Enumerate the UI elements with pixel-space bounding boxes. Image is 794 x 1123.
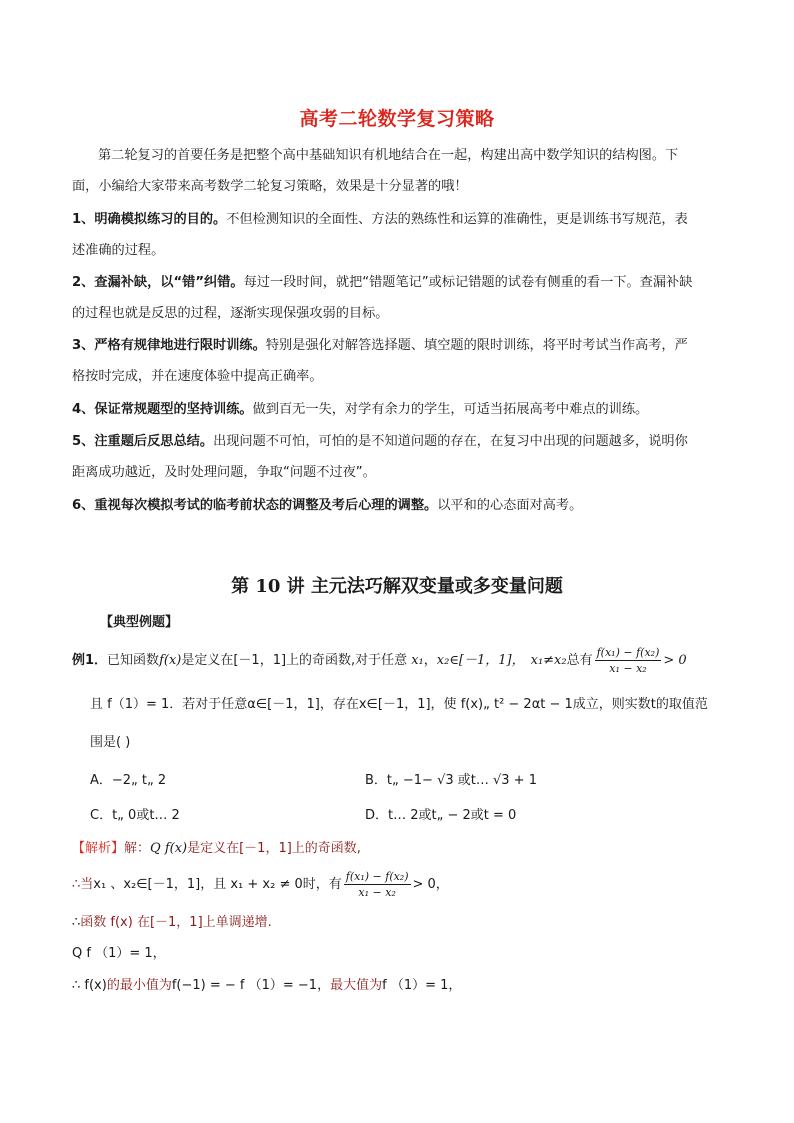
strategy-3 — [72, 330, 728, 392]
strategy-2 — [72, 267, 728, 329]
solution-text: ∴ — [72, 915, 81, 930]
fraction-denominator: x₁ − x₂ — [358, 886, 396, 899]
strategy-3-text: 特别是强化对解答选择题、填空题的限时训练，将平时考试当作高考，严 — [265, 338, 688, 353]
strategy-5 — [72, 426, 728, 488]
solution-label: 【解析】 — [72, 841, 125, 856]
strategy-4 — [72, 394, 728, 425]
solution-text: f （1）= 1， — [382, 978, 462, 993]
fraction-denominator: x₁ − x₂ — [609, 662, 647, 675]
example-text: 是定义在[－1，1]上的奇函数,对于任意 — [181, 653, 408, 668]
strategy-3-lead: 3、严格有规律地进行限时训练。 — [72, 338, 266, 353]
example-line-3: 围是( ) — [90, 735, 131, 750]
fraction — [595, 645, 662, 676]
solution-text: 的最小值为 — [106, 978, 172, 993]
intro-line-1: 第二轮复习的首要任务是把整个高中基础知识有机地结合在一起，构建出高中数学知识的结构图。下 — [98, 148, 679, 163]
solution-text: ∴ f(x) — [72, 978, 107, 993]
intro-paragraph — [72, 140, 728, 202]
intro-line-2: 面，小编给大家带来高考数学二轮复习策略，效果是十分显著的哦！ — [72, 179, 468, 194]
strategy-4-text: 做到百无一失，对学有余力的学生，可适当拓展高考中难点的训练。 — [252, 402, 649, 417]
math-x1: x₁ — [411, 653, 424, 668]
fraction-numerator: f(x₁) − f(x₂) — [345, 870, 409, 883]
math-x2-domain: x₂∈[－1，1]， — [436, 653, 525, 668]
example-text: ， — [423, 653, 437, 668]
option-b[interactable]: B．t„ −1− √3 或t… √3 + 1 — [365, 773, 537, 788]
solution-text: x₁ 、x₂∈[－1，1]，且 x₁ + x₂ ≠ 0时，有 — [93, 877, 342, 892]
strategy-6 — [72, 490, 728, 521]
page-title: 高考二轮数学复习策略 — [299, 108, 495, 130]
fraction — [344, 869, 411, 900]
math-neq: x₁≠x₂ — [530, 653, 567, 668]
strategy-5-text: 出现问题不可怕，可怕的是不知道问题的存在，在复习中出现的问题越多，说明你 — [213, 434, 688, 449]
solution-line-1 — [72, 837, 361, 856]
strategy-1-lead: 1、明确模拟练习的目的。 — [72, 212, 227, 227]
solution-line-3 — [72, 911, 272, 930]
solution-text: f(−1) = − f （1）= −1， — [171, 978, 331, 993]
strategy-6-text: 以平和的心态面对高考。 — [437, 498, 583, 513]
strategy-1 — [72, 204, 728, 266]
strategy-2-text: 每过一段时间，就把“错题笔记”或标记错题的试卷有侧重的看一下。查漏补缺 — [243, 275, 693, 290]
solution-text: > 0， — [412, 877, 449, 892]
solution-text: 是定义在[－1，1]上的奇函数, — [187, 841, 361, 856]
strategy-5-lead: 5、注重题后反思总结。 — [72, 434, 214, 449]
option-d[interactable]: D．t… 2或t„ − 2或t = 0 — [365, 808, 517, 823]
strategy-1-text: 不但检测知识的全面性、方法的熟练性和运算的准确性，更是训练书写规范，表 — [226, 212, 688, 227]
strategy-4-lead: 4、保证常规题型的坚持训练。 — [72, 402, 253, 417]
strategy-2-text-cont: 的过程也就是反思的过程，逐渐实现保强攻弱的目标。 — [72, 306, 389, 321]
solution-line-5 — [72, 974, 461, 993]
math-fx: f(x) — [159, 653, 182, 668]
strategy-6-lead: 6、重视每次模拟考试的临考前状态的调整及考后心理的调整。 — [72, 498, 438, 513]
example-line-1 — [72, 645, 687, 676]
solution-text: 最大值为 — [330, 978, 383, 993]
example-text: 已知函数 — [107, 653, 160, 668]
strategy-1-text-cont: 述准确的过程。 — [72, 243, 165, 258]
strategy-3-text-cont: 格按时完成，并在速度体验中提高正确率。 — [72, 369, 323, 384]
solution-text: ∴当 — [72, 877, 94, 892]
fraction-numerator: f(x₁) − f(x₂) — [596, 646, 660, 659]
solution-line-2 — [72, 869, 449, 900]
lecture-title: 第 10 讲 主元法巧解双变量或多变量问题 — [231, 576, 563, 597]
option-a[interactable]: A．−2„ t„ 2 — [90, 773, 167, 788]
solution-text: 函数 f(x) 在[－1，1]上单调递增. — [80, 915, 272, 930]
example-text: 总有 — [566, 653, 593, 668]
strategy-5-text-cont: 距离成功越近，及时处理问题，争取“问题不过夜”。 — [72, 465, 376, 480]
section-tag: 【典型例题】 — [100, 615, 179, 630]
option-c[interactable]: C．t„ 0或t… 2 — [90, 808, 180, 823]
example-line-2: 且 f（1）= 1．若对于任意α∈[－1，1]，存在x∈[－1，1]，使 f(x)„ t² − 2αt − 1成立，则实数t的取值范 — [90, 697, 708, 712]
solution-line-4: Q f （1）= 1， — [72, 946, 166, 961]
solution-text: 解： — [124, 841, 151, 856]
strategy-2-lead: 2、查漏补缺，以“错”纠错。 — [72, 275, 244, 290]
math-fx: Q f(x) — [150, 841, 188, 856]
example-label: 例1． — [72, 653, 108, 668]
math-gt0: > 0 — [663, 653, 687, 668]
